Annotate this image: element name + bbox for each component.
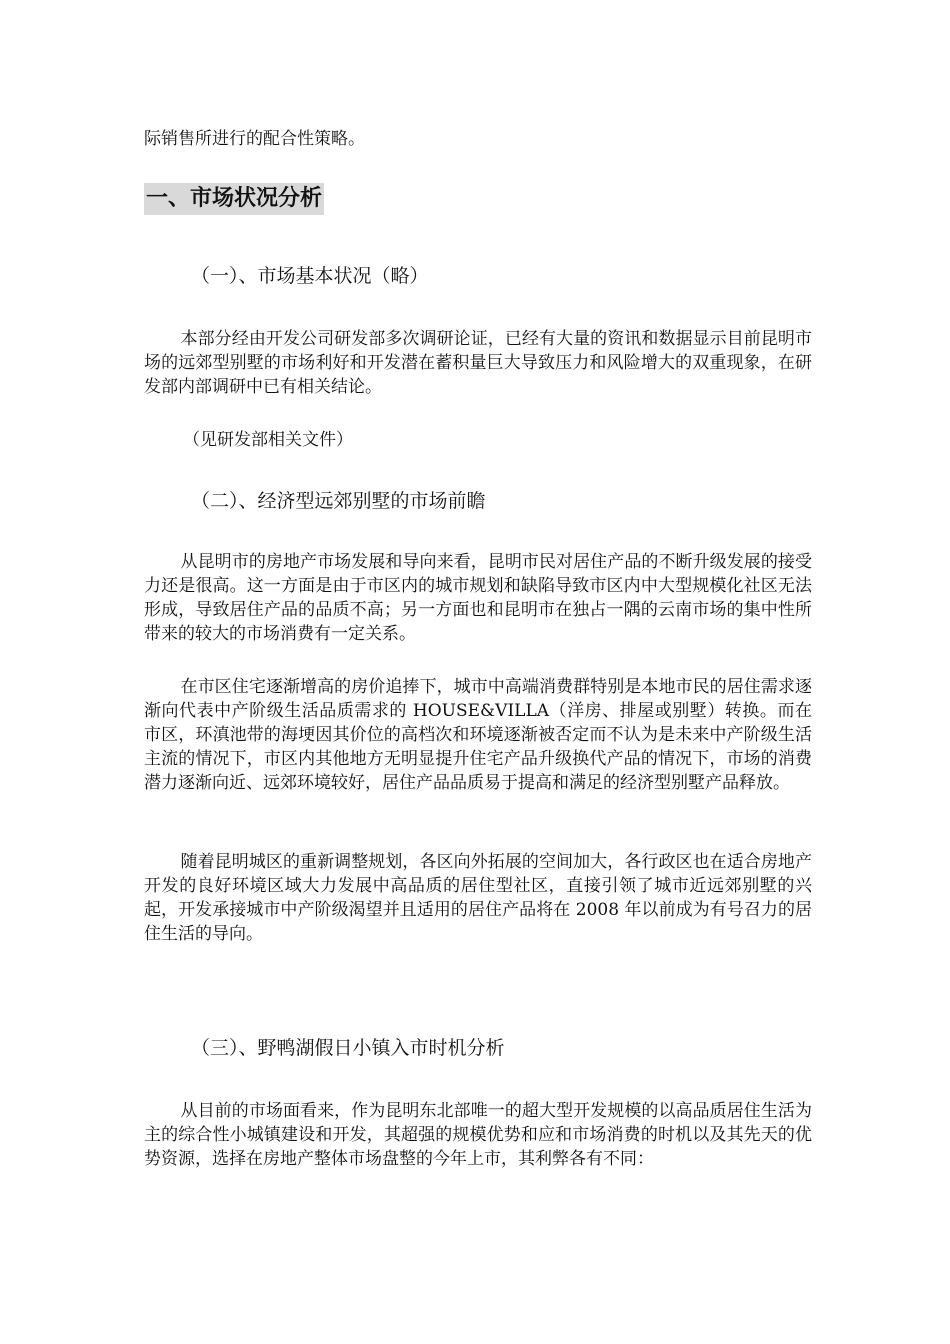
paragraph-market-timing: 从目前的市场面看来，作为昆明东北部唯一的超大型开发规模的以高品质居住生活为主的综合性小城镇建设和开发，其超强的规模优势和应和市场消费的时机以及其先天的优势资源，选择在房地产整体市场盘整的今年上市，其利弊各有不同： [144,1101,812,1169]
subsection-heading-villa-outlook: （二）、经济型远郊别墅的市场前瞻 [191,490,486,512]
paragraph-villa-outlook-2: 在市区住宅逐渐增高的房价追捧下，城市中高端消费群特别是本地市民的居住需求逐渐向代表中产阶级生活品质需求的 HOUSE&VILLA（洋房、排屋或别墅）转换。而在市区，环滇池带的海埂因其价位的高档次和环境逐渐被否定而不认为是未来中产阶级生活主流的情况下，市区内其他地方无明显提升住宅产品升级换代产品的情况下，市场的消费潜力逐渐向近、远郊环境较好，居住产品品质易于提高和满足的经济型别墅产品释放。 [144,677,812,793]
subsection-heading-basic-status: （一）、市场基本状况（略） [191,265,429,287]
carryover-text: 际销售所进行的配合性策略。 [144,129,365,149]
reference-note: （见研发部相关文件） [183,430,353,450]
subsection-heading-market-timing: （三）、野鸭湖假日小镇入市时机分析 [191,1037,505,1059]
paragraph-villa-outlook-3: 随着昆明城区的重新调整规划，各区向外拓展的空间加大，各行政区也在适合房地产开发的良好环境区域大力发展中高品质的居住型社区，直接引领了城市近远郊别墅的兴起，开发承接城市中产阶级渴望并且适用的居住产品将在 2008 年以前成为有号召力的居住生活的导向。 [144,852,812,944]
section-heading-market-analysis: 一、市场状况分析 [144,183,324,215]
paragraph-basic-status: 本部分经由开发公司研发部多次调研论证，已经有大量的资讯和数据显示目前昆明市场的远郊型别墅的市场利好和开发潜在蓄积量巨大导致压力和风险增大的双重现象，在研发部内部调研中已有相关结论。 [144,329,812,397]
paragraph-villa-outlook-1: 从昆明市的房地产市场发展和导向来看，昆明市民对居住产品的不断升级发展的接受力还是很高。这一方面是由于市区内的城市规划和缺陷导致市区内中大型规模化社区无法形成，导致居住产品的品质不高；另一方面也和昆明市在独占一隅的云南市场的集中性所带来的较大的市场消费有一定关系。 [144,552,812,644]
